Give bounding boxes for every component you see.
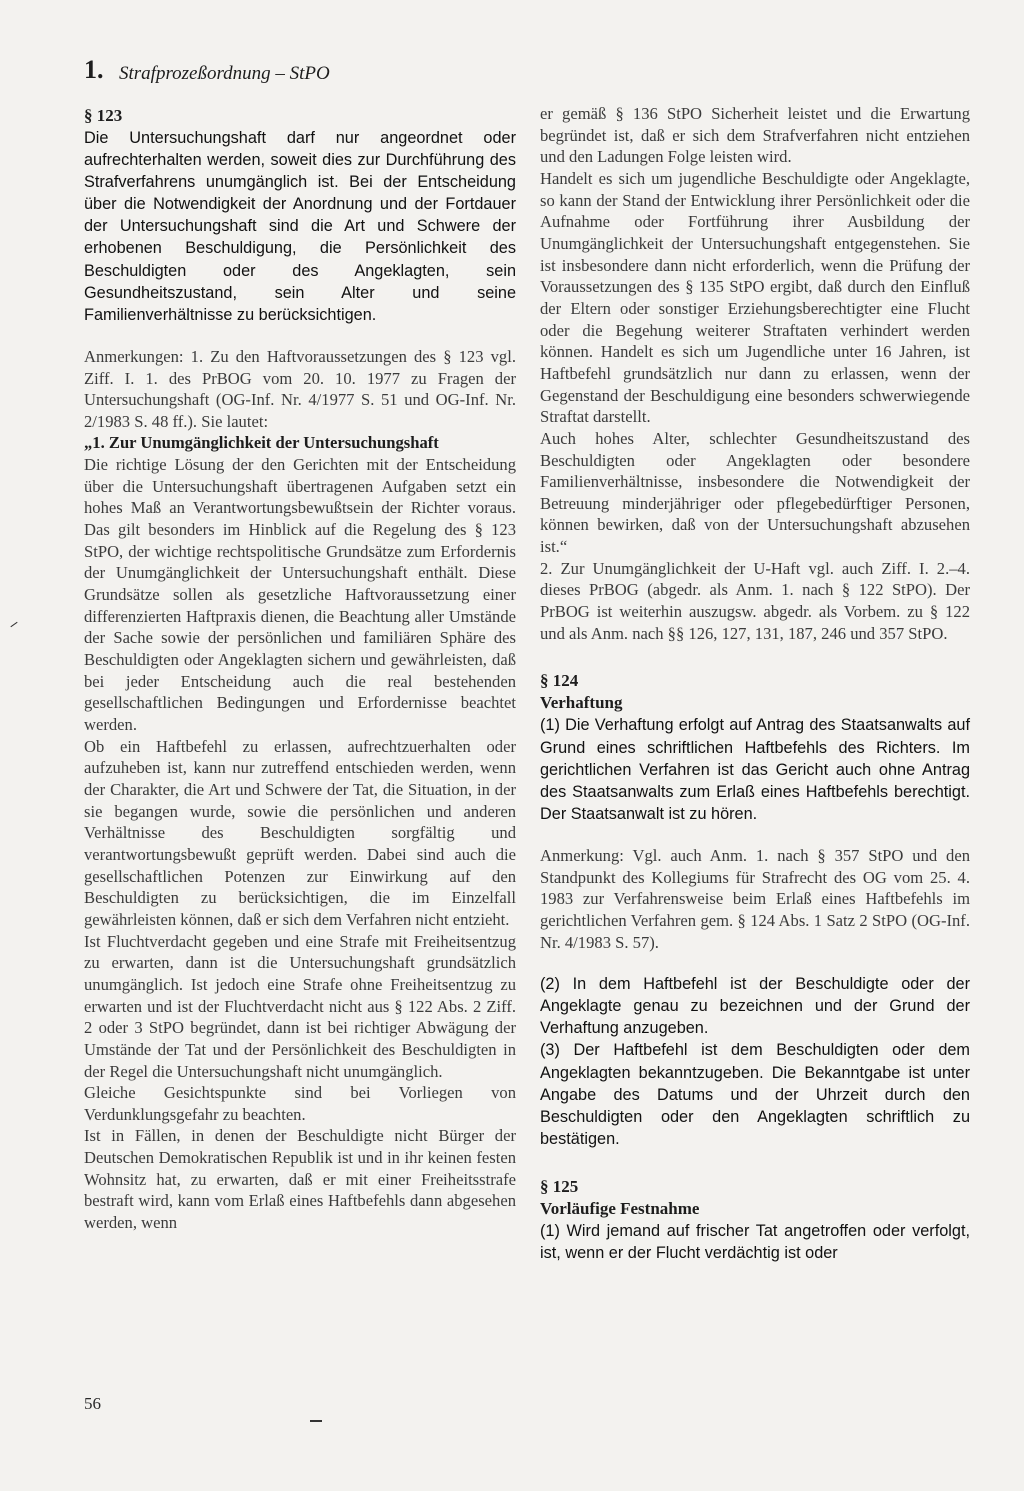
left-column	[84, 105, 516, 1234]
section-125-paragraph-1: (1) Wird jemand auf frischer Tat angetroffen oder verfolgt, ist, wenn er der Flucht verdächtig ist oder	[540, 1221, 970, 1262]
right-column	[540, 103, 970, 1264]
annotation-paragraph: Die richtige Lösung der den Gerichten mit der Entscheidung über die Untersuchungshaft übertragenen Aufgaben setzt ein hohes Maß an Verantwortungsbewußtsein der Richter voraus. Das gilt besonders im Hinblick auf die Regelung des § 123 StPO, der wichtige rechtspolitische Grundsätze zum Erfordernis der Unumgänglichkeit der Untersuchungshaft enthält. Diese Grundsätze sollen als gesetzliche Haftvoraussetzung einer differenzierten Haftpraxis dienen, die Beachtung aller Umstände der Sache sowie der persönlichen und familiären Sphäre des Beschuldigten oder Angeklagten sichern und gewährleisten, daß bei jeder Entscheidung auch die real bestehenden gesellschaftlichen Bedingungen und Erfordernisse beachtet werden.	[84, 455, 516, 734]
annotation-intro: Anmerkungen: 1. Zu den Haftvoraussetzungen des § 123 vgl. Ziff. I. 1. des PrBOG vom 20. 10. 1977 zu Fragen der Untersuchungshaft (OG-Inf. Nr. 4/1977 S. 51 und OG-Inf. Nr. 2/1983 S. 48 ff.). Sie lautet:	[84, 346, 516, 431]
annotation-paragraph: Ist Fluchtverdacht gegeben und eine Strafe mit Freiheitsentzug zu erwarten, dann ist die Untersuchungshaft grundsätzlich unumgänglich. Ist jedoch eine Strafe ohne Freiheitsentzug zu erwarten und ist der Fluchtverdacht nicht aus § 122 Abs. 2 Ziff. 2 oder 3 StPO begründet, dann ist bei richtiger Abwägung der Umstände der Tat und der Persönlichkeit des Beschuldigten in der Regel die Untersuchungshaft nicht unumgänglich.	[84, 931, 516, 1081]
chapter-title: Strafprozeßordnung – StPO	[119, 63, 330, 84]
section-124-annotation: Anmerkung: Vgl. auch Anm. 1. nach § 357 StPO und den Standpunkt des Kollegiums für Strafrecht des OG vom 25. 4. 1983 zur Verfahrensweise beim Erlaß eines Haftbefehls im gerichtlichen Verfahren gem. § 124 Abs. 1 Satz 2 StPO (OG-Inf. Nr. 4/1983 S. 57).	[540, 845, 970, 952]
annotation-paragraph: Auch hohes Alter, schlechter Gesundheitszustand des Beschuldigten oder Angeklagten oder besondere Familienverhältnisse, insbesondere die Notwendigkeit der Betreuung minderjähriger oder pflegebedürftiger Personen, können bewirken, daß von der Untersuchungshaft abzusehen ist.“	[540, 428, 970, 557]
section-124-paragraph-1: (1) Die Verhaftung erfolgt auf Antrag des Staatsanwalts auf Grund eines schriftlichen Haftbefehls des Richters. Im gerichtlichen Verfahren ist das Gericht auch ohne Antrag des Staatsanwalts zum Erlaß eines Haftbefehls berechtigt. Der Staatsanwalt ist zu hören.	[540, 716, 970, 823]
section-125-number: § 125	[540, 1176, 579, 1196]
chapter-number: 1.	[84, 55, 104, 84]
section-124-number: § 124	[540, 671, 579, 691]
annotation-heading: „1. Zur Unumgänglichkeit der Untersuchungshaft	[84, 433, 439, 453]
annotation-paragraph: Ob ein Haftbefehl zu erlassen, aufrechtzuerhalten oder aufzuheben ist, kann nur zutreffend entschieden werden, wenn der Charakter, die Art und Schwere der Tat, die Situation, in der sie begangen wurde, sowie die persönlichen und anderen Verhältnisse des Beschuldigten sorgfältig und verantwortungsbewußt geprüft werden. Dabei sind auch die gesellschaftlichen Potenzen zur Einwirkung auf den Beschuldigten zu berücksichtigen, die im Einzelfall gewährleisten können, daß er sich dem Verfahren nicht entzieht.	[84, 736, 516, 929]
section-123-number: § 123	[84, 106, 123, 125]
section-124-paragraph-3: (3) Der Haftbefehl ist dem Beschuldigten oder dem Angeklagten bekanntzugeben. Die Bekanntgabe ist unter Angabe des Datums und der Uhrzeit durch den Beschuldigten oder den Angeklagten schriftlich zu bestätigen.	[540, 1041, 970, 1148]
section-124-paragraph-2: (2) In dem Haftbefehl ist der Beschuldigte oder der Angeklagte genau zu bezeichnen und der Grund der Verhaftung anzugeben.	[540, 975, 970, 1038]
section-125-title: Vorläufige Festnahme	[540, 1198, 700, 1218]
scan-mark	[10, 622, 17, 627]
annotation-paragraph: er gemäß § 136 StPO Sicherheit leistet und die Erwartung begründet ist, daß er sich dem Strafverfahren nicht entziehen und den Ladungen Folge leisten wird.	[540, 104, 970, 167]
annotation-paragraph: 2. Zur Unumgänglichkeit der U-Haft vgl. auch Ziff. I. 2.–4. dieses PrBOG (abgedr. als Anm. 1. nach § 122 StPO). Der PrBOG ist weiterhin auszugsw. abgedr. als Vorbem. zu § 122 und als Anm. nach §§ 126, 127, 131, 187, 246 und 357 StPO.	[540, 558, 970, 643]
annotation-paragraph: Handelt es sich um jugendliche Beschuldigte oder Angeklagte, so kann der Stand der Entwicklung ihrer Persönlichkeit oder die Aufnahme oder Fortführung ihrer Ausbildung der Unumgänglichkeit der Untersuchungshaft entgegenstehen. Sie ist insbesondere dann nicht erforderlich, wenn die Prüfung der Voraussetzungen des § 135 StPO ergibt, daß durch den Einfluß der Eltern oder sonstiger Erziehungsberechtigter eine Flucht oder die Begehung weiterer Straftaten verhindert werden können. Handelt es sich um Jugendliche unter 16 Jahren, ist Haftbefehl grundsätzlich nur dann zu erlassen, wenn der Gegenstand der Beschuldigung eine besonders schwerwiegende Straftat darstellt.	[540, 168, 970, 427]
section-123-text: Die Untersuchungshaft darf nur angeordnet oder aufrechterhalten werden, soweit dies zur Durchführung des Strafverfahrens unumgänglich ist. Bei der Entscheidung über die Notwendigkeit der Anordnung und der Fortdauer der Untersuchungshaft sind die Art und Schwere der erhobenen Beschuldigung, die Persönlichkeit des Beschuldigten oder des Angeklagten, sein Gesundheitszustand, sein Alter und seine Familienverhältnisse zu berücksichtigen.	[84, 129, 516, 324]
annotation-paragraph: Ist in Fällen, in denen der Beschuldigte nicht Bürger der Deutschen Demokratischen Republik ist und in ihr keinen festen Wohnsitz hat, zu erwarten, daß er mit einer Freiheitsstrafe bestraft wird, kann vom Erlaß eines Haftbefehls dann abgesehen werden, wenn	[84, 1126, 516, 1233]
page-number: 56	[84, 1394, 101, 1413]
annotation-paragraph: Gleiche Gesichtspunkte sind bei Vorliegen von Verdunklungsgefahr zu beachten.	[84, 1083, 516, 1124]
section-124-title: Verhaftung	[540, 693, 623, 713]
scan-mark	[310, 1420, 322, 1422]
